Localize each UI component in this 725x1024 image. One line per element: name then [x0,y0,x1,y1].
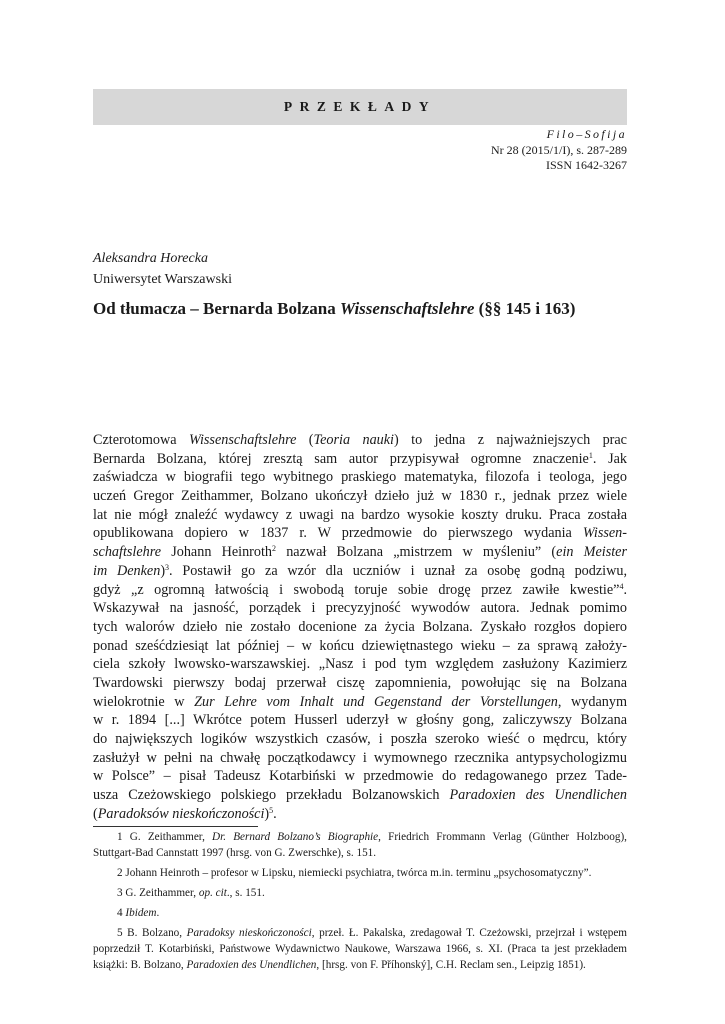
journal-name: Filo–Sofija [546,127,627,141]
title-italic-part: Wissenschaftslehre [339,299,475,318]
journal-issn: ISSN 1642-3267 [545,158,627,172]
text-line: gdyż „z ogromną łatwością i swobodą toruje sobie drogę przez zawiłe kwestie”$^4$. [93,581,627,598]
text-line: do największych logików wszystkich czasów, i poszła szeroko wieść o mędrcu, który [93,731,627,747]
author-name: Aleksandra Horecka [93,251,208,266]
footnote-ref[interactable]: 4 [619,581,624,591]
text-line: Wskazywał na jasność, porządek i precyzyjność wywodów autora. Jednak pomimo [93,600,627,617]
journal-issue: Nr 28 (2015/1/I), s. 287-289 [491,142,627,157]
text-line: uczeń Gregor Zeithammer, Bolzano ukończył dzieło już w 1830 r., jednak przez wiele [93,488,627,505]
author-affiliation: Uniwersytet Warszawski [93,272,232,287]
text-line: wielokrotnie w Zur Lehre vom Inhalt und Gegenstand der Vorstellungen, wydanym [93,693,627,710]
section-title: PRZEKŁADY [283,99,437,114]
text-line: schaftslehre Johann Heinroth$^2$ nazwał Bolzana „mistrzem w myśleniu” (ein Meister [93,544,627,561]
text-line: opublikowana dopiero w 1837 r. W przedmowie do pierwszego wydania Wissen- [93,525,627,542]
footnote-2: 2 Johann Heinroth – profesor w Lipsku, niemiecki psychiatra, twórca m.in. terminu „psychosomatyczny”. [117,867,592,879]
footnote-1: 1 G. Zeithammer, Dr. Bernard Bolzano’s Biographie, Friedrich Frommann Verlag (Günther Holzboog), Stuttgart-Bad Cannstatt 1997 (hrsg. von G. Zwerschke), s. 151. [93,831,627,859]
section-header-bar [93,89,627,125]
footnote-5: 5 B. Bolzano, Paradoksy nieskończoności, przeł. Ł. Pakalska, zredagował T. Czeżowski, przejrzał i wstępem poprzedził T. Kotarbiński, Państwowe Wydawnictwo Naukowe, Warszawa 1966, s. XI. (Praca ta jest przekładem książki: B. Bolzano, Paradoxien des Unendlichen, [hrsg. von F. Příhonský], C.H. Reclam sen., Leipzig 1851). [93,927,627,971]
footnote-4: 4 Ibidem. [117,907,160,919]
text-line: (Paradoksów nieskończoności)$^5$. [93,805,277,822]
text-line: Bernarda Bolzana, której zresztą sam autor przypisywał ogromne znaczenie$^1$. Jak [93,450,627,467]
footnote-divider [93,826,258,827]
text-line: Twardowski pierwszy bodaj przerwał ciszę zapomnienia, powołując się na Bolzana [93,674,627,691]
footnote-3: 3 G. Zeithammer, op. cit., s. 151. [117,887,265,899]
title-part: (§§ 145 i 163) [474,299,576,318]
footnote-ref[interactable]: 5 [269,805,274,815]
article-title [93,298,633,320]
text-line: ponad sześćdziesiąt lat później – w końcu dziewiętnastego wieku – za sprawą założy- [93,637,627,654]
author-block [93,248,232,290]
journal-info [491,127,627,174]
body-paragraph [93,431,627,823]
text-line: usza Czeżowskiego polskiego przekładu Bolzanowskich Paradoxien des Unendlichen [93,787,627,804]
footnote-ref[interactable]: 1 [588,450,593,460]
text-line: lat nie mógł znaleźć wydawcy z uwagi na bardzo wysokie koszty druku. Praca została [93,506,627,523]
text-line: Czterotomowa Wissenschaftslehre (Teoria nauki) to jedna z najważniejszych prac [93,432,627,448]
text-line: w r. 1894 [...] Wkrótce potem Husserl uderzył w głośny gong, zaliczywszy Bolzana [93,712,627,729]
text-line: im Denken)$^3$. Postawił go za wzór dla uczniów i uznał za osobę godną podziwu, [93,562,627,579]
text-line: ciela szkoły lwowsko-warszawskiej. „Nasz i pod tym względem zasłużony Kazimierz [93,656,627,673]
title-part: Od tłumacza – Bernarda Bolzana [93,299,340,318]
text-line: w Polsce” – pisał Tadeusz Kotarbiński w przedmowie do redagowanego przez Tade- [93,768,627,785]
footnote-ref[interactable]: 2 [272,544,277,554]
text-line: zasłużył w pełni na chwałę początkodawcy i wymownego rzecznika antypsychologizmu [93,749,627,766]
text-line: zaświadcza w biografii tego wybitnego praskiego matematyka, filozofa i teologa, jego [93,469,627,486]
footnotes [93,829,627,977]
footnote-ref[interactable]: 3 [165,562,170,572]
text-line: tych walorów dzieło nie zostało docenione za życia Bolzana. Zyskało rozgłos dopiero [93,618,627,635]
